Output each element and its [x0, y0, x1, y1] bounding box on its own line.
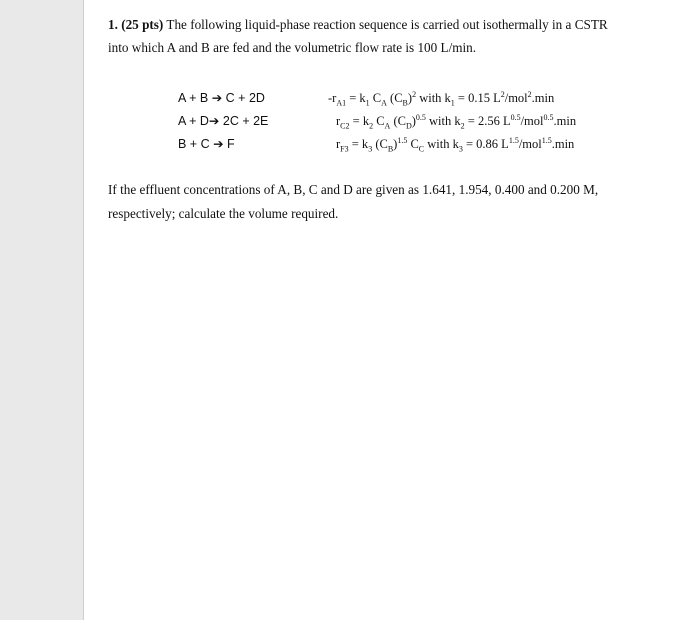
rate-1-conc: C: [369, 91, 382, 105]
rate-1-k-value: = 0.15 L: [454, 91, 501, 105]
reaction-3-lhs: B + C: [178, 137, 214, 151]
rate-2-eq: = k: [349, 114, 370, 128]
problem-number: 1.: [108, 17, 118, 32]
rate-3-with: C: [407, 137, 419, 151]
reaction-2: [178, 110, 328, 133]
rate-1-exp: 2: [412, 89, 417, 99]
rate-2-unit-mid: /mol: [520, 114, 544, 128]
rate-1-unit-sup1: 2: [500, 89, 505, 99]
problem-statement: [108, 13, 608, 59]
rate-law-3: [328, 133, 698, 156]
rate-law-1: [328, 87, 698, 110]
rate-1-unit-sup2: 2: [527, 89, 532, 99]
rate-1-sub: A1: [336, 98, 347, 108]
rate-3-unit-sup1: 1.5: [508, 135, 519, 145]
rate-2-unit-sup2: 0.5: [543, 112, 554, 122]
rate-3-exp: 1.5: [397, 135, 408, 145]
rate-3-conc: (C: [372, 137, 388, 151]
rate-1-conc-sub: A: [381, 98, 387, 108]
rate-3-k-value2: = 0.86 L: [462, 137, 509, 151]
rate-3-k-sub: 3: [368, 144, 373, 154]
rate-2-k-value: = 2.56 L: [464, 114, 511, 128]
rate-2-with-sub: 2: [460, 121, 465, 131]
arrow-icon: ➔: [213, 137, 224, 151]
rate-3-extra: ): [393, 137, 398, 151]
rate-2-sub: C2: [340, 121, 350, 131]
rate-1-extra-close: ): [407, 91, 413, 105]
rate-2-exp: 0.5: [415, 112, 426, 122]
rate-3-eq: = k: [348, 137, 369, 151]
reaction-1-lhs: A + B: [178, 91, 212, 105]
rate-1-with: with k: [416, 91, 451, 105]
rate-3-prefix: r: [336, 137, 341, 151]
question-text: If the effluent concentrations of A, B, C and D are given as 1.641, 1.954, 0.400 and 0.200 M, respectively; calculate the volume required.: [108, 182, 599, 221]
reaction-3-rhs: F: [223, 137, 235, 151]
reaction-1: [178, 87, 328, 110]
rate-1-extra-sub: B: [402, 98, 408, 108]
rate-1-eq: = k: [346, 91, 366, 105]
rate-1-unit-end: .min: [531, 91, 555, 105]
rate-2-k-sub: 2: [369, 121, 374, 131]
rate-3-with-sub: C: [418, 144, 425, 154]
rate-law-2: [328, 110, 698, 133]
rate-3-sub: F3: [340, 144, 349, 154]
rate-laws: [328, 87, 698, 156]
rate-2-extra: (C: [390, 114, 406, 128]
reaction-1-rhs: C + 2D: [222, 91, 265, 105]
rate-2-conc-sub: A: [384, 121, 391, 131]
rate-3-k-value: with k: [424, 137, 459, 151]
reaction-2-lhs: A + D: [178, 114, 209, 128]
reaction-2-rhs: 2C + 2E: [219, 114, 269, 128]
rate-2-extra-close: ): [411, 114, 416, 128]
rate-3-k-value-sub: 3: [458, 144, 463, 154]
rate-2-with: with k: [425, 114, 461, 128]
rate-2-conc: C: [373, 114, 385, 128]
rate-1-k-sub: 1: [365, 98, 370, 108]
rate-3-unit-sup2: 1.5: [541, 135, 552, 145]
reaction-equations: [178, 87, 328, 156]
problem-text: The following liquid-phase reaction sequence is carried out isothermally in a CSTR into which A and B are fed and the volumetric flow rate is 100 L/min.: [108, 17, 608, 55]
arrow-icon: ➔: [208, 114, 220, 128]
rate-3-unit-mid: /mol: [518, 137, 542, 151]
rate-1-with-sub: 1: [450, 98, 455, 108]
rate-1-extra: (C: [386, 91, 403, 105]
rate-1-prefix: -r: [328, 91, 337, 105]
document-page: [83, 0, 700, 620]
rate-2-prefix: r: [336, 114, 341, 128]
arrow-icon: ➔: [211, 91, 223, 105]
rate-3-unit-end: .min: [551, 137, 575, 151]
reaction-3: [178, 133, 328, 156]
rate-3-conc-sub: B: [387, 144, 394, 154]
rate-2-unit-end: .min: [553, 114, 577, 128]
problem-points: (25 pts): [121, 17, 164, 32]
rate-2-extra-sub: D: [405, 121, 412, 131]
rate-1-unit-mid: /mol: [504, 91, 528, 105]
rate-2-unit-sup1: 0.5: [510, 112, 521, 122]
